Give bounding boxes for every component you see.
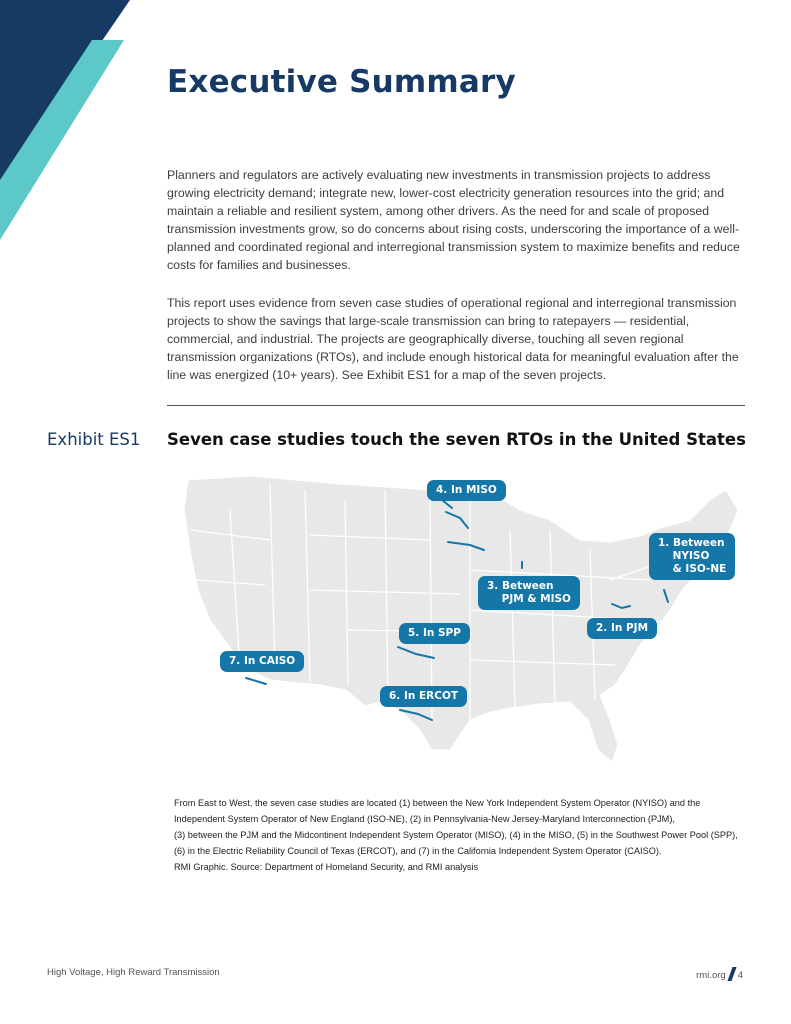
callout-miso: 4. In MISO bbox=[427, 480, 506, 501]
caption-line: (6) in the Electric Reliability Council of Texas (ERCOT), and (7) in the California Independent System Operator (CAISO). bbox=[174, 846, 662, 856]
section-divider bbox=[167, 405, 745, 406]
callout-ercot: 6. In ERCOT bbox=[380, 686, 467, 707]
line-caiso bbox=[246, 678, 266, 684]
report-paragraph: This report uses evidence from seven case studies of operational regional and interregional transmission projects to show the savings that large-scale transmission can bring to ratepayers — residential, commercial, and industrial. The projects are geographically diverse, touching all seven regional transmission organizations (RTOs), and include enough historical data for meaningful evaluation after the line was energized (10+ years). See Exhibit ES1 for a map of the seven projects. bbox=[167, 296, 739, 382]
callout-pjm-miso: 3. Between PJM & MISO bbox=[478, 576, 580, 610]
caption-line: (3) between the PJM and the Midcontinent Independent System Operator (MISO), (4) in the MISO, (5) in the Southwest Power Pool (SPP), bbox=[174, 830, 738, 840]
callout-pjm: 2. In PJM bbox=[587, 618, 657, 639]
callout-caiso: 7. In CAISO bbox=[220, 651, 304, 672]
exhibit-title: Seven case studies touch the seven RTOs in the United States bbox=[167, 430, 746, 449]
caption-line: Independent System Operator of New England (ISO-NE), (2) in Pennsylvania-New Jersey-Maryland Interconnection (PJM), bbox=[174, 814, 675, 824]
footer-page-info bbox=[696, 967, 743, 981]
slash-icon bbox=[727, 967, 736, 981]
exhibit-caption bbox=[174, 795, 749, 859]
exhibit-label: Exhibit ES1 bbox=[47, 430, 141, 449]
corner-decoration bbox=[0, 0, 140, 250]
intro-paragraph: Planners and regulators are actively evaluating new investments in transmission projects to address growing electricity demand; integrate new, lower-cost electricity generation resources into the grid; and maintain a reliable and resilient system, among other drivers. As the need for and scale of proposed transmission investments grow, so do concerns about rising costs, underscoring the importance of a well-planned and coordinated regional and interregional transmission system to maximize benefits and reduce costs for families and businesses. bbox=[167, 168, 740, 272]
footer-report-title: High Voltage, High Reward Transmission bbox=[47, 967, 220, 978]
caption-line: From East to West, the seven case studies are located (1) between the New York Independent System Operator (NYISO) and the bbox=[174, 798, 701, 808]
footer-site: rmi.org bbox=[696, 970, 726, 981]
callout-nyiso-isone: 1. Between NYISO & ISO-NE bbox=[649, 533, 735, 580]
exhibit-source: RMI Graphic. Source: Department of Homeland Security, and RMI analysis bbox=[174, 862, 479, 872]
callout-spp: 5. In SPP bbox=[399, 623, 470, 644]
page-title: Executive Summary bbox=[167, 64, 516, 100]
page-number: 4 bbox=[737, 970, 743, 981]
